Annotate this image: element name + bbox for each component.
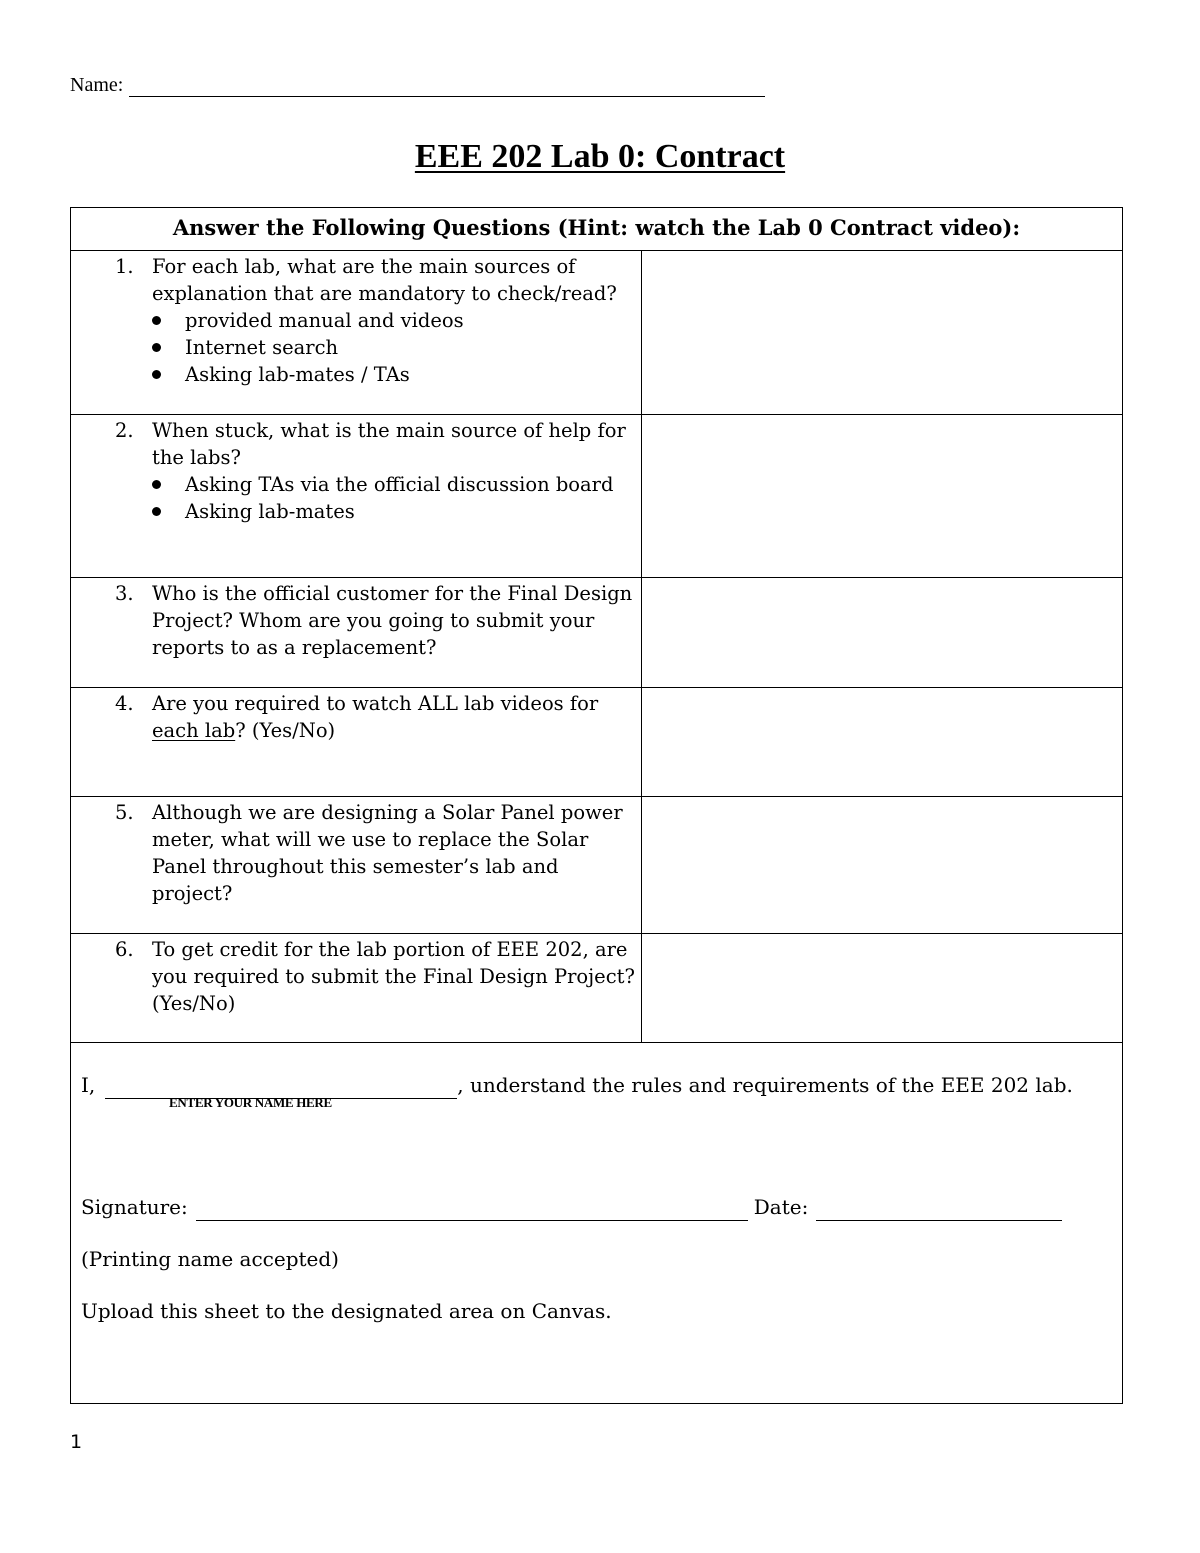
answer-cell-3[interactable] <box>642 578 1122 687</box>
option-item: Internet search <box>148 334 635 361</box>
question-number: 1. <box>115 255 134 278</box>
question-number: 2. <box>115 419 134 442</box>
name-label: Name: <box>70 74 124 96</box>
contract-prefix: I, <box>81 1073 96 1097</box>
option-list <box>115 471 635 525</box>
date-line[interactable] <box>816 1198 1062 1221</box>
question-text: Who is the official customer for the Final Design Project? Whom are you going to submit your reports to as a replacement? <box>152 582 633 659</box>
question-text-start: Are you required to watch ALL lab videos for <box>152 692 599 715</box>
question-row-4 <box>71 688 1122 797</box>
contract-section <box>71 1043 1122 1325</box>
option-item: Asking TAs via the official discussion board <box>148 471 635 498</box>
question-row-6 <box>71 934 1122 1043</box>
question-row-5 <box>71 797 1122 934</box>
question-text: For each lab, what are the main sources of explanation that are mandatory to check/read? <box>152 255 617 305</box>
question-cell-1 <box>71 251 642 414</box>
signature-row <box>81 1193 1112 1221</box>
option-item: Asking lab-mates / TAs <box>148 361 635 388</box>
page-number: 1 <box>70 1431 83 1453</box>
question-row-3 <box>71 578 1122 688</box>
question-cell-3 <box>71 578 642 687</box>
question-number: 3. <box>115 582 134 605</box>
name-blank-line[interactable] <box>129 76 765 97</box>
answer-cell-4[interactable] <box>642 688 1122 796</box>
table-heading: Answer the Following Questions (Hint: watch the Lab 0 Contract video): <box>71 208 1122 251</box>
name-entry-hint: ENTER YOUR NAME HERE <box>169 1095 332 1110</box>
question-text-emphasis: each lab <box>152 719 236 742</box>
printing-note: (Printing name accepted) <box>81 1247 339 1271</box>
signature-line[interactable] <box>196 1198 748 1221</box>
question-row-1 <box>71 251 1122 415</box>
question-number: 4. <box>115 692 134 715</box>
question-text-end: ? (Yes/No) <box>235 719 336 742</box>
question-text: To get credit for the lab portion of EEE 202, are you required to submit the Final Design Project? (Yes/No) <box>152 938 635 1015</box>
option-item: Asking lab-mates <box>148 498 635 525</box>
upload-note: Upload this sheet to the designated area on Canvas. <box>81 1299 612 1323</box>
contract-statement-text: , understand the rules and requirements of the EEE 202 lab. <box>457 1073 1073 1097</box>
question-row-2 <box>71 415 1122 578</box>
date-label: Date: <box>753 1195 809 1219</box>
question-cell-6 <box>71 934 642 1042</box>
option-item: provided manual and videos <box>148 307 635 334</box>
answer-cell-1[interactable] <box>642 251 1122 414</box>
question-number: 6. <box>115 938 134 961</box>
question-text: When stuck, what is the main source of help for the labs? <box>152 419 626 469</box>
answer-cell-5[interactable] <box>642 797 1122 933</box>
question-text: Although we are designing a Solar Panel power meter, what will we use to replace the Solar Panel throughout this semester’s lab and project? <box>152 801 623 905</box>
question-cell-4 <box>71 688 642 796</box>
page-title-text: EEE 202 Lab 0: Contract <box>414 138 786 175</box>
question-number: 5. <box>115 801 134 824</box>
name-field <box>70 74 765 97</box>
question-cell-2 <box>71 415 642 577</box>
question-text <box>152 690 635 744</box>
signature-label: Signature: <box>81 1195 188 1219</box>
question-cell-5 <box>71 797 642 933</box>
option-list <box>115 307 635 388</box>
contract-table <box>70 207 1123 1404</box>
answer-cell-6[interactable] <box>642 934 1122 1042</box>
answer-cell-2[interactable] <box>642 415 1122 577</box>
page-title <box>0 138 1200 176</box>
